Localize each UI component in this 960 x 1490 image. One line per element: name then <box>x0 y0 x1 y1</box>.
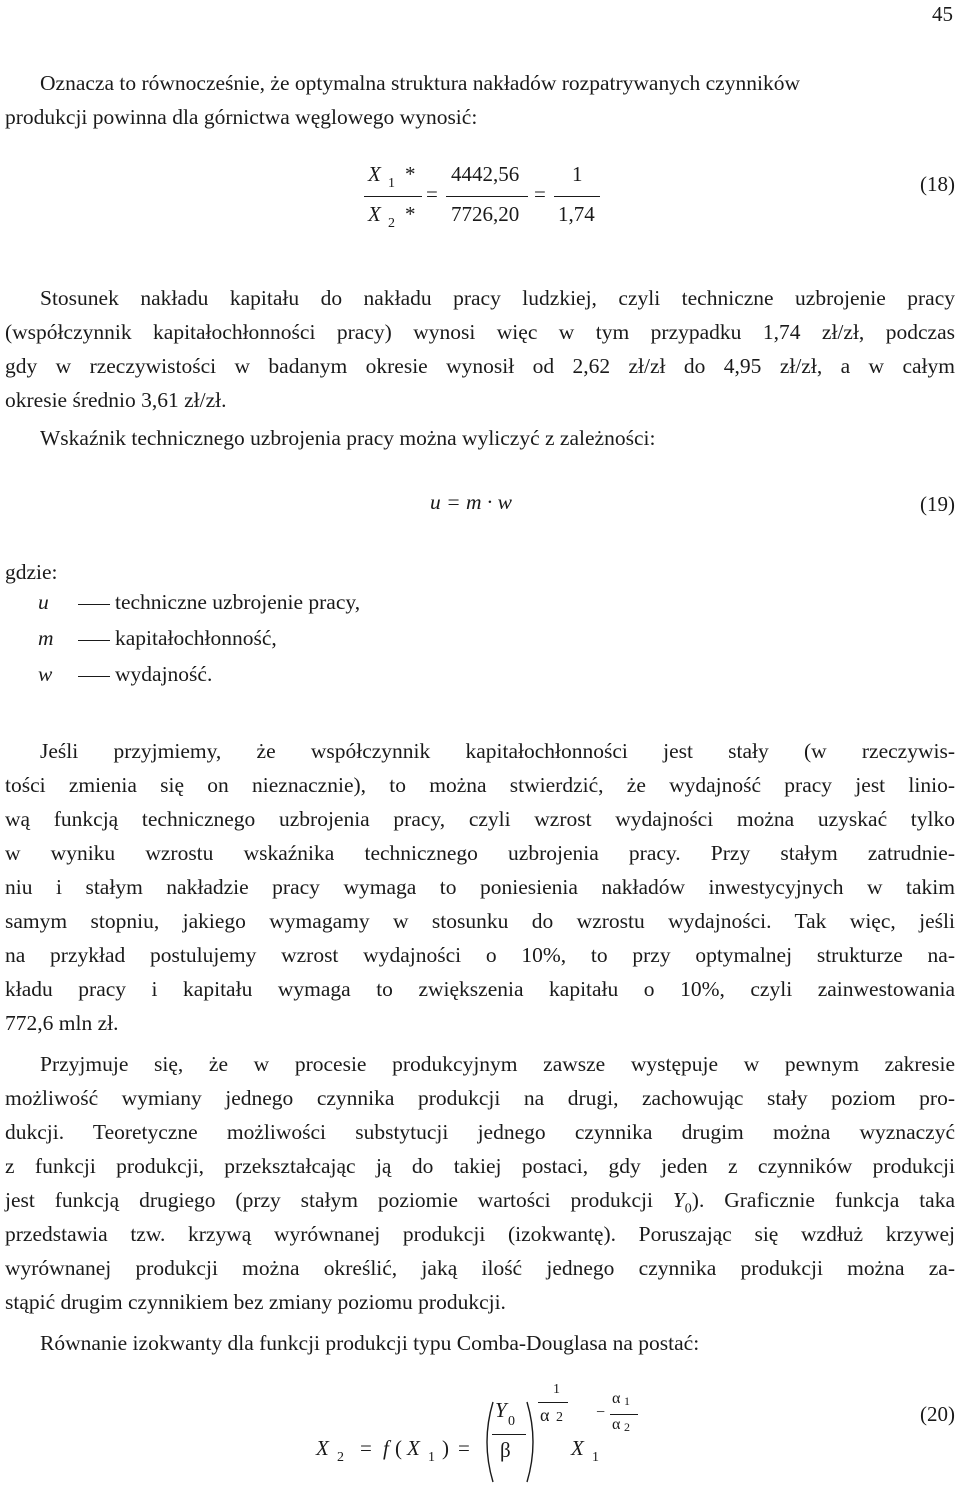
eq20-lhs-var: X <box>316 1436 329 1460</box>
eq20-frac-num-sub: 0 <box>508 1414 515 1429</box>
definition-symbol: w <box>38 662 53 686</box>
eq20-func: f <box>383 1436 389 1460</box>
fraction-bar <box>492 1434 526 1435</box>
paragraph <box>5 734 955 1040</box>
eq20-exp2-num-sub: 1 <box>624 1394 630 1408</box>
em-dash <box>78 640 110 641</box>
page-number: 45 <box>932 2 953 26</box>
em-dash <box>78 604 110 605</box>
math-variable: Y <box>672 1188 685 1212</box>
text-line: tości zmienia się on nieznacznie), to można stwierdzić, że wydajność pracy jest linio- <box>5 773 955 797</box>
equation-19: u = m · w <box>430 490 513 514</box>
paragraph <box>5 1047 955 1319</box>
eq20-exp2-num-var: α <box>612 1390 621 1407</box>
eq18-den-sub: 2 <box>388 216 395 231</box>
equation-number: (19) <box>920 492 955 516</box>
eq20-frac-den: β <box>500 1438 511 1462</box>
fraction-bar <box>446 196 528 197</box>
intro-paragraph <box>5 66 955 134</box>
text-line: kładu pracy i kapitału wymaga to zwiększenia kapitału o 10%, czyli zainwestowania <box>5 977 955 1001</box>
text-line: okresie średnio 3,61 zł/zł. <box>5 388 227 412</box>
equals-sign: = <box>426 182 438 206</box>
definition-text: kapitałochłonność, <box>115 626 277 650</box>
text-line: Stosunek nakładu kapitału do nakładu pracy ludzkiej, czyli techniczne uzbrojenie pracy <box>40 286 955 310</box>
text-segment: jest funkcją drugiego (przy stałym poziomie wartości produkcji <box>5 1188 673 1212</box>
text-line: Równanie izokwanty dla funkcji produkcji typu Comba-Douglasa na postać: <box>40 1331 700 1355</box>
text-line: na przykład postulujemy wzrost wydajności o 10%, to przy optymalnej strukturze na- <box>5 943 955 967</box>
eq20-exp2-den-sub: 2 <box>624 1420 630 1434</box>
text-line: produkcji powinna dla górnictwa węglowego wynosić: <box>5 105 478 129</box>
eq18-num-sub: 1 <box>388 176 395 191</box>
eq20-arg-sub: 1 <box>428 1450 435 1465</box>
eq18-den-star: * <box>405 202 416 226</box>
text-line: w wyniku wzrostu wskaźnika technicznego uzbrojenia pracy. Przy stałym zatrudnie- <box>5 841 955 865</box>
math-subscript: 0 <box>684 1201 692 1217</box>
eq20-x-var: X <box>571 1436 584 1460</box>
text-line: wyrównanej produkcji można określić, jaką ilość jednego czynnika produkcji można za- <box>5 1256 955 1280</box>
eq20-exp2-minus: − <box>596 1404 606 1421</box>
equals-sign: = <box>458 1436 470 1460</box>
text-segment: ). Graficznie funkcja taka <box>691 1188 955 1212</box>
text-line <box>5 1183 955 1217</box>
eq20-lhs-sub: 2 <box>337 1450 344 1465</box>
equals-sign: = <box>534 182 546 206</box>
text-line: 772,6 mln zł. <box>5 1011 119 1035</box>
fraction-bar <box>610 1414 638 1415</box>
text-line: Przyjmuje się, że w procesie produkcyjnym zawsze występuje w pewnym zakresie <box>40 1052 955 1076</box>
eq20-exp2-den-var: α <box>612 1416 621 1433</box>
equation-number: (18) <box>920 172 955 196</box>
fraction-bar <box>538 1402 568 1403</box>
paragraph <box>5 1326 955 1360</box>
eq18-rhs-den: 1,74 <box>558 202 595 226</box>
text-line: z funkcji produkcji, przekształcając ją do takiej postaci, gdy jeden z czynników produkcji <box>5 1154 955 1178</box>
equation-number: (20) <box>920 1402 955 1426</box>
fraction-bar <box>554 196 600 197</box>
definition-symbol: m <box>38 626 54 650</box>
text-line: niu i stałym nakładzie pracy wymaga to poniesienia nakładów inwestycyjnych w takim <box>5 875 955 899</box>
text-line: Wskaźnik technicznego uzbrojenia pracy można wyliczyć z zależności: <box>40 426 656 450</box>
text-line: stąpić drugim czynnikiem bez zmiany poziomu produkcji. <box>5 1290 506 1314</box>
text-line: możliwość wymiany jednego czynnika produkcji na drugi, zachowując stały poziom pro- <box>5 1086 955 1110</box>
text-line: dukcji. Teoretyczne możliwości substytucji jednego czynnika drugim można wyznaczyć <box>5 1120 955 1144</box>
eq20-exp-sub: 2 <box>556 1410 563 1425</box>
left-paren-icon <box>478 1400 496 1484</box>
eq18-mid-num: 4442,56 <box>451 162 520 186</box>
equation-20: X $_2$ = f ( X $_1$ ) = Y $_0$ β 1 α 2 X $_1$ − α 1 α 2 <box>300 1380 660 1490</box>
definition-symbol: u <box>38 590 49 614</box>
eq20-exp-var: α <box>540 1405 550 1425</box>
eq20-x-sub: 1 <box>592 1450 599 1465</box>
equals-sign: = <box>360 1436 372 1460</box>
eq18-den-var: X <box>368 202 381 226</box>
text-line: wą funkcją technicznego uzbrojenia pracy, czyli wzrost wydajności można uzyskać tylko <box>5 807 955 831</box>
em-dash <box>78 676 110 677</box>
eq18-num-star: * <box>405 162 416 186</box>
paragraph <box>5 281 955 417</box>
definition-text: wydajność. <box>115 662 213 686</box>
eq20-exp-num: 1 <box>553 1382 560 1397</box>
equation-18 <box>362 162 612 242</box>
definition-text: techniczne uzbrojenie pracy, <box>115 590 361 614</box>
text-line: przedstawia tzw. krzywą wyrównanej produkcji (izokwantę). Poruszając się wzdłuż krzywej <box>5 1222 955 1246</box>
text-line: samym stopniu, jakiego wymagamy w stosunku do wzrostu wydajności. Tak więc, jeśli <box>5 909 955 933</box>
eq20-frac-num-var: Y <box>495 1398 507 1422</box>
text-line: (współczynnik kapitałochłonności pracy) wynosi więc w tym przypadku 1,74 zł/zł, podczas <box>5 320 955 344</box>
text-line: Oznacza to równocześnie, że optymalna struktura nakładów rozpatrywanych czynników <box>40 71 800 95</box>
eq18-rhs-num: 1 <box>572 162 583 186</box>
eq18-num-var: X <box>368 162 381 186</box>
text-line: gdy w rzeczywistości w badanym okresie wynosił od 2,62 zł/zł do 4,95 zł/zł, a w całym <box>5 354 955 378</box>
paragraph <box>5 421 955 455</box>
definitions-label: gdzie: <box>5 560 58 584</box>
fraction-bar <box>364 196 422 197</box>
eq18-mid-den: 7726,20 <box>451 202 520 226</box>
eq20-arg-var: X <box>407 1436 420 1460</box>
text-line: Jeśli przyjmiemy, że współczynnik kapitałochłonności jest stały (w rzeczywis- <box>40 739 955 763</box>
